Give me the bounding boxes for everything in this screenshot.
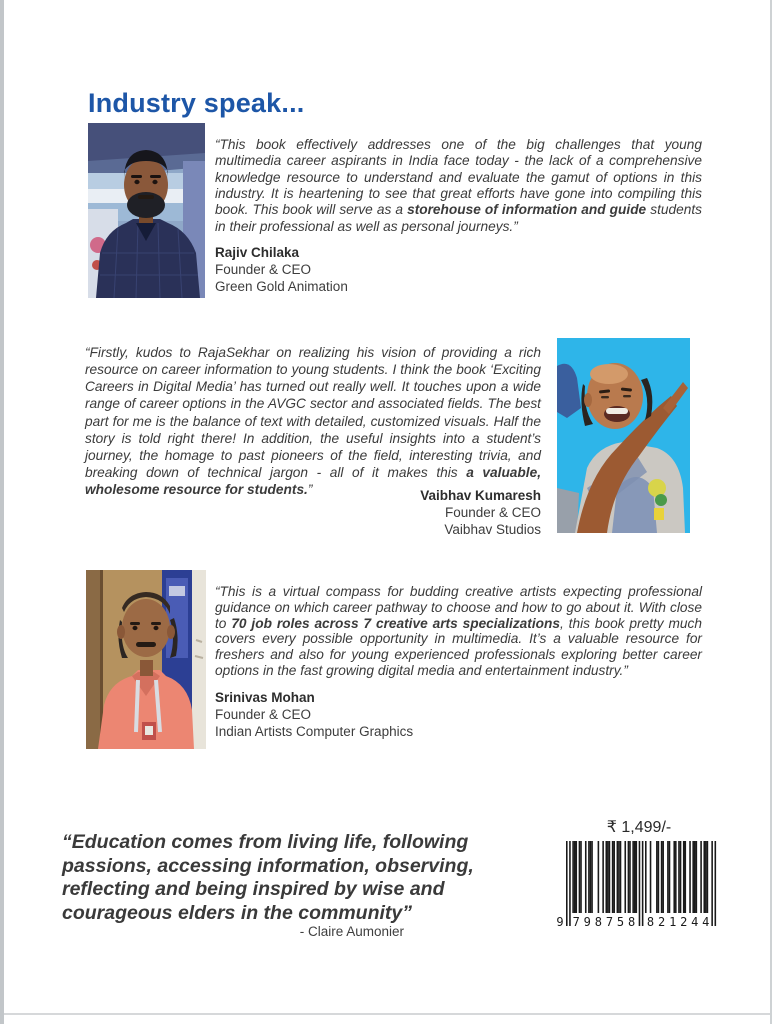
testimonial-quote: “Firstly, kudos to RajaSekhar on realizing his vision of providing a rich resource on career information to young students. I think the book ‘Exciting Careers in Digital Media’ has turned out really well. It touches upon a wide range of career options in the AVGC sector and associated fields. The best part for me is the balance of text with detailed, customized visuals. Half the story is told right there! In addition, the useful insights into a student’s journey, the homage to past pioneers of the field, interesting trivia, and breaking down of technical jargon - all of it makes this a valuable, wholesome resource for students.” xyxy=(85,344,541,498)
portrait-illustration xyxy=(86,570,206,749)
testimonial-person xyxy=(215,689,413,740)
svg-text:7: 7 xyxy=(605,915,614,929)
svg-text:9: 9 xyxy=(556,915,564,929)
testimonial-quote: “This book effectively addresses one of the big challenges that young multimedia career aspirants in India face today - the lack of a comprehensive knowledge resource to understand and evaluate the gamut of options in this industry. It is heartening to see that great efforts have gone into compiling this book. This book will serve as a storehouse of information and guide students in their professional as well as personal journeys.” xyxy=(215,136,702,234)
svg-text:2: 2 xyxy=(657,915,666,929)
svg-text:8: 8 xyxy=(646,915,655,929)
barcode xyxy=(556,817,722,929)
svg-text:5: 5 xyxy=(616,915,625,929)
person-name: Vaibhav Kumaresh xyxy=(420,488,541,503)
page-edge-left xyxy=(0,0,4,1024)
svg-text:2: 2 xyxy=(680,915,688,929)
rajiv-chilaka-photo xyxy=(88,123,205,298)
person-role: Founder & CEO xyxy=(215,262,312,277)
testimonial-person xyxy=(215,244,348,295)
person-company: Green Gold Animation xyxy=(215,279,348,294)
srinivas-mohan-photo xyxy=(86,570,206,749)
person-name: Rajiv Chilaka xyxy=(215,245,300,260)
svg-text:4: 4 xyxy=(702,915,710,929)
page-edge-bottom xyxy=(4,1013,770,1015)
footer-attribution: - Claire Aumonier xyxy=(299,924,404,939)
footer-quote: “Education comes from living life, following passions, accessing information, observing, reflecting and being inspired by wise and courageous elders in the community” xyxy=(62,831,474,924)
person-name: Srinivas Mohan xyxy=(215,690,315,705)
person-role: Founder & CEO xyxy=(215,707,312,722)
page-edge-right xyxy=(770,0,772,1024)
svg-text:8: 8 xyxy=(594,915,603,929)
price-label: ₹ 1,499/- xyxy=(606,819,672,836)
svg-text:4: 4 xyxy=(691,915,699,929)
portrait-illustration xyxy=(88,123,205,298)
barcode-bars xyxy=(556,841,722,929)
svg-text:7: 7 xyxy=(572,915,580,929)
page-title: Industry speak... xyxy=(88,88,305,119)
svg-text:9: 9 xyxy=(583,915,591,929)
testimonial-quote: “This is a virtual compass for budding creative artists expecting professional guidance on which career pathway to choose and how to go about it. With close to 70 job roles across 7 creative arts specializations, this book pretty much covers every possible opportunity in multimedia. It’s a valuable resource for freshers and also for young experienced professionals exploring better career options in the fast growing digital media and entertainment industry.” xyxy=(215,583,703,679)
portrait-illustration xyxy=(557,338,690,533)
person-company: Vaibhav Studios xyxy=(444,522,541,537)
svg-text:1: 1 xyxy=(669,915,677,929)
person-company: Indian Artists Computer Graphics xyxy=(215,724,414,739)
testimonial-person xyxy=(241,487,541,538)
svg-text:8: 8 xyxy=(627,915,636,929)
vaibhav-kumaresh-photo xyxy=(557,338,690,533)
person-role: Founder & CEO xyxy=(444,505,541,520)
